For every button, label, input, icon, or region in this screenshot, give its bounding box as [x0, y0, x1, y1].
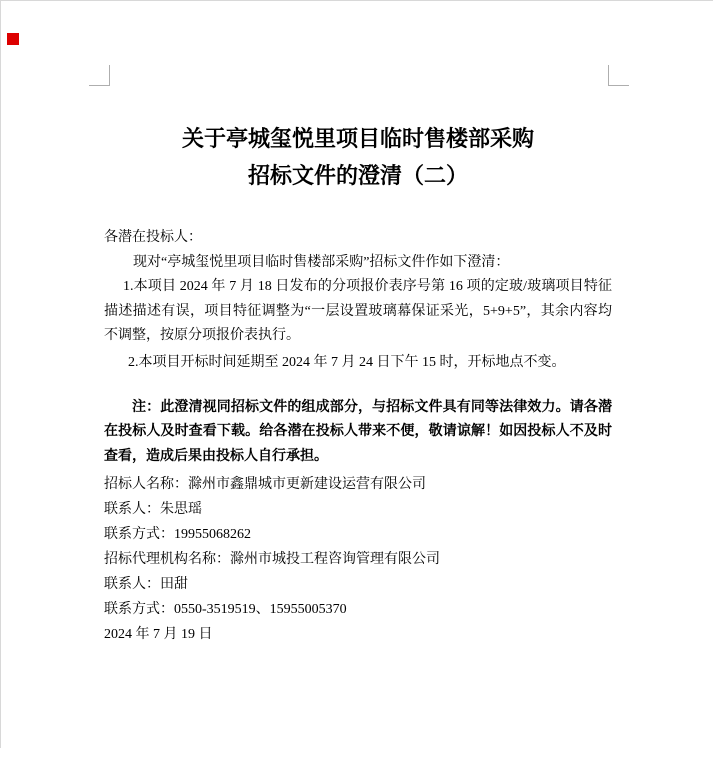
note-paragraph: 注：此澄清视同招标文件的组成部分，与招标文件具有同等法律效力。请各潜在投标人及时查看下载。给各潜在投标人带来不便，敬请谅解！如因投标人不及时查看，造成后果由投标人自行承担。 [104, 400, 612, 464]
clarification-item-1: 1.本项目 2024 年 7 月 18 日发布的分项报价表序号第 16 项的定玻/玻璃项目特征描述描述有误，项目特征调整为“一层设置玻璃幕保证采光，5+9+5”，其余内容均不调整，按原分项报价表执行。 [104, 279, 612, 344]
document-title [104, 120, 612, 194]
tenderer-contact-phone-line: 联系方式：19955068262 [104, 527, 251, 542]
tenderer-contact-person-line: 联系人：朱思瑶 [104, 502, 202, 517]
clarification-item-2: 2.本项目开标时间延期至 2024 年 7 月 24 日下午 15 时，开标地点不变。 [128, 355, 566, 370]
margin-crop-mark-right [608, 85, 629, 86]
greeting-line: 各潜在投标人： [104, 230, 202, 245]
agency-contact-person-line: 联系人：田甜 [104, 577, 188, 592]
document-title-line1: 关于亭城玺悦里项目临时售楼部采购 [181, 126, 534, 151]
page-edge-top [0, 0, 713, 1]
margin-crop-mark-left [89, 85, 110, 86]
document-date-line: 2024 年 7 月 19 日 [104, 627, 213, 642]
margin-crop-mark-left [109, 65, 110, 86]
page-edge-left [0, 0, 1, 748]
agency-contact-phone-line: 联系方式：0550-3519519、15955005370 [104, 602, 347, 617]
margin-crop-mark-right [608, 65, 609, 86]
tenderer-name-line: 招标人名称：滁州市鑫鼎城市更新建设运营有限公司 [104, 477, 426, 492]
document-title-line2: 招标文件的澄清（二） [247, 163, 468, 188]
intro-paragraph: 现对“亭城玺悦里项目临时售楼部采购”招标文件作如下澄清： [133, 255, 510, 270]
red-marker [7, 33, 19, 45]
agency-name-line: 招标代理机构名称：滁州市城投工程咨询管理有限公司 [104, 552, 440, 567]
